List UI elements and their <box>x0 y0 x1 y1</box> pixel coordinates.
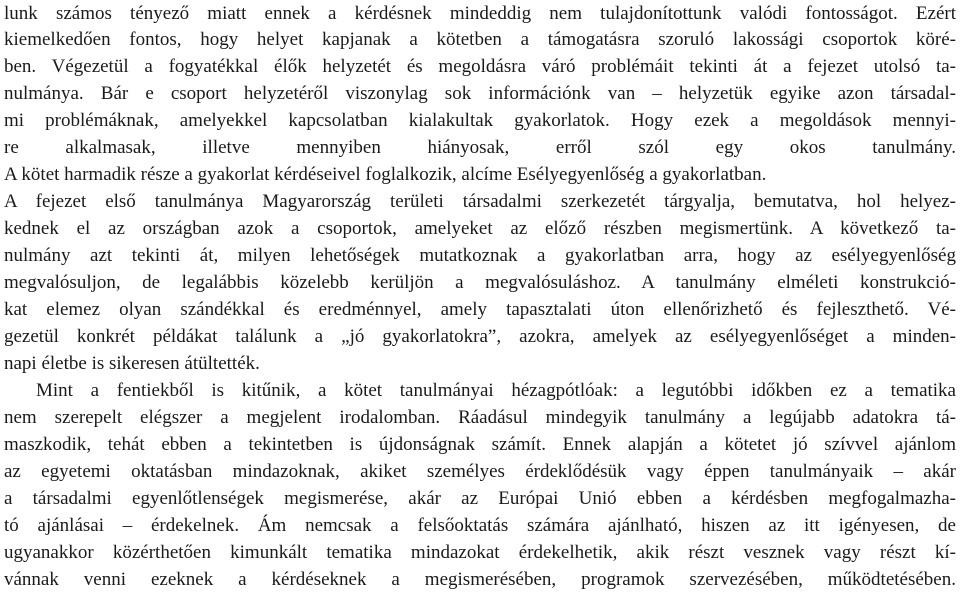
text-line-9: kednek el az országban azok a csoportok, amelyeket az előző részben megismertünk. A következő ta- <box>4 218 956 239</box>
text-line-21: ugyanakkor közérthetően kimunkált tematika mindazokat érdekelhetik, akik részt vesznek vagy részt kí- <box>4 542 956 563</box>
text-line-8: A fejezet első tanulmánya Magyarország területi társadalmi szerkezetét tárgyalja, bemutatva, hol helyez- <box>4 191 956 212</box>
text-line-18: az egyetemi oktatásban mindazoknak, akiket személyes érdeklődésük vagy éppen tanulmányaik – akár <box>4 461 956 482</box>
text-line-12: kat elemez olyan szándékkal és eredménnyel, amely tapasztalati úton ellenőrizhető és fejleszthető. Vé- <box>4 299 956 320</box>
text-line-7: A kötet harmadik része a gyakorlat kérdéseivel foglalkozik, alcíme Esélyegyenlőség a gyakorlatban. <box>4 164 767 185</box>
document-page <box>4 0 956 608</box>
text-line-5: mi problémáknak, amelyekkel kapcsolatban kialakultak gyakorlatok. Hogy ezek a megoldások mennyi- <box>4 110 956 131</box>
text-line-17: maszkodik, tehát ebben a tekintetben is újdonságnak számít. Ennek alapján a kötetet jó szívvel ajánlom <box>4 434 956 455</box>
text-line-1: lunk számos tényező miatt ennek a kérdésnek mindeddig nem tulajdonítottunk valódi fontosságot. Ezért <box>4 3 956 24</box>
text-line-10: nulmány azt tekinti át, milyen lehetőségek mutatkoznak a gyakorlatban arra, hogy az esélyegyenlőség <box>4 245 956 266</box>
text-line-16: nem szerepelt elégszer a megjelent irodalomban. Ráadásul mindegyik tanulmány a legújabb adatokra tá- <box>4 407 956 428</box>
text-line-3: ben. Végezetül a fogyatékkal élők helyzetét és megoldásra váró problémáit tekinti át a fejezet utolsó ta- <box>4 56 956 77</box>
text-line-20: tó ajánlásai – érdekelnek. Ám nemcsak a felsőoktatás számára ajánlható, hiszen az itt igényesen, de <box>4 515 956 536</box>
text-line-6: re alkalmasak, illetve mennyiben hiányosak, erről szól egy okos tanulmány. <box>4 137 956 158</box>
text-line-22: vánnak venni ezeknek a kérdéseknek a megismerésében, programok szervezésében, működtetésében. <box>4 569 956 590</box>
text-line-13: gezetül konkrét példákat találunk a „jó gyakorlatokra”, azokra, amelyek az esélyegyenlőséget a minden- <box>4 326 956 347</box>
text-line-11: megvalósuljon, de legalábbis közelebb kerüljön a megvalósuláshoz. A tanulmány elméleti konstrukció- <box>4 272 956 293</box>
text-line-15: Mint a fentiekből is kitűnik, a kötet tanulmányai hézagpótlóak: a legutóbbi időkben ez a tematika <box>36 380 956 401</box>
text-line-14: napi életbe is sikeresen átültették. <box>4 353 260 374</box>
text-line-4: nulmánya. Bár e csoport helyzetéről viszonylag sok információnk van – helyzetük egyike azon társadal- <box>4 83 956 104</box>
text-line-19: a társadalmi egyenlőtlenségek megismerése, akár az Európai Unió ebben a kérdésben megfogalmazha- <box>4 488 956 509</box>
text-line-2: kiemelkedően fontos, hogy helyet kapjanak a kötetben a támogatásra szoruló lakossági csoportok köré- <box>4 29 956 50</box>
